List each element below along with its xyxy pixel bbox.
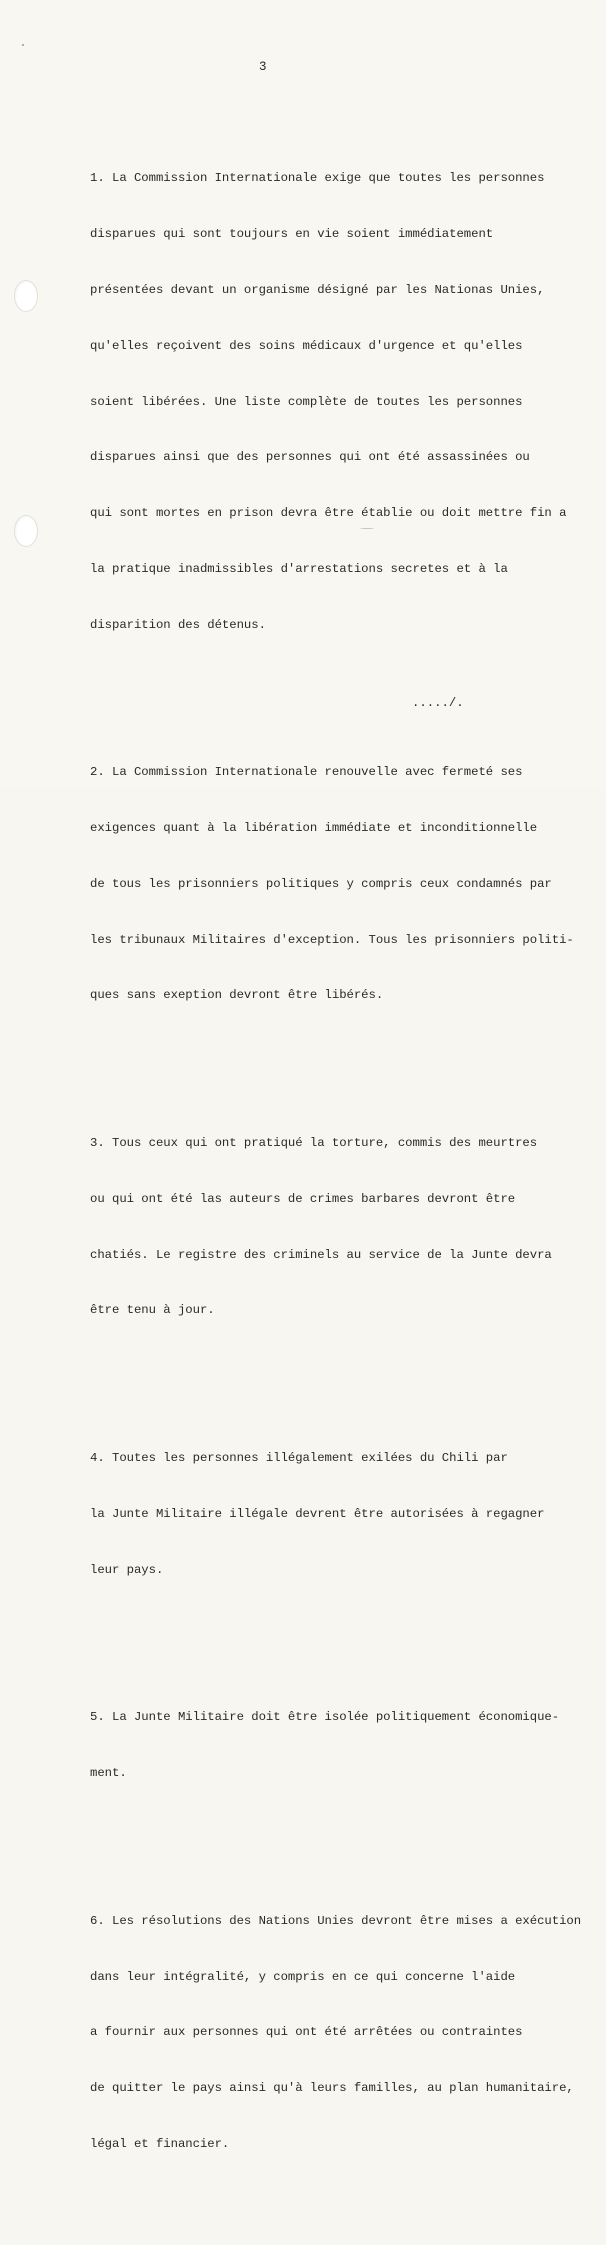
punch-hole <box>14 280 38 312</box>
text-line: qu'elles reçoivent des soins médicaux d'urgence et qu'elles <box>90 338 523 353</box>
text-line: ou qui ont été las auteurs de crimes barbares devront être <box>90 1191 516 1206</box>
text-line: ques sans exeption devront être libérés. <box>90 988 384 1003</box>
text-line: les tribunaux Militaires d'exception. Tous les prisonniers politi- <box>90 932 574 947</box>
text-line: chatiés. Le registre des criminels au service de la Junte devra <box>90 1247 552 1262</box>
text-line: disparues ainsi que des personnes qui ont été assassinées ou <box>90 450 530 465</box>
text-line: 2. La Commission Internationale renouvelle avec fermeté ses <box>90 765 523 780</box>
text-line: 3. Tous ceux qui ont pratiqué la torture, commis des meurtres <box>90 1136 538 1151</box>
text-line: disparues qui sont toujours en vie soient immédiatement <box>90 227 494 242</box>
paragraph-3 <box>90 1097 600 1357</box>
text-line: leur pays. <box>90 1562 164 1577</box>
text-line: être tenu à jour. <box>90 1303 215 1318</box>
paragraph-6 <box>90 1875 600 2191</box>
text-line: la Junte Militaire illégale devrent être autorisées à regagner <box>90 1506 545 1521</box>
text-line: de tous les prisonniers politiques y compris ceux condamnés par <box>90 876 552 891</box>
text-line: 4. Toutes les personnes illégalement exilées du Chili par <box>90 1451 508 1466</box>
text-line: a fournir aux personnes qui ont été arrêtées ou contraintes <box>90 2025 523 2040</box>
document-body <box>90 95 600 2245</box>
text-line: légal et financier. <box>90 2136 230 2151</box>
text-line: disparition des détenus. <box>90 617 266 632</box>
text-line: de quitter le pays ainsi qu'à leurs familles, au plan humanitaire, <box>90 2081 574 2096</box>
paragraph-5 <box>90 1671 600 1820</box>
text-line: qui sont mortes en prison devra être établie ou doit mettre fin a <box>90 506 567 521</box>
paragraph-2 <box>90 726 600 1042</box>
text-line: 1. La Commission Internationale exige que toutes les personnes <box>90 171 545 186</box>
text-line: la pratique inadmissibles d'arrestations secretes et à la <box>90 561 508 576</box>
paragraph-1 <box>90 132 600 671</box>
text-line: soient libérées. Une liste complète de toutes les personnes <box>90 394 523 409</box>
paper-speck <box>22 44 24 46</box>
text-line: dans leur intégralité, y compris en ce qui concerne l'aide <box>90 1969 516 1984</box>
text-line: présentées devant un organisme désigné par les Nationas Unies, <box>90 282 545 297</box>
paragraph-4 <box>90 1412 600 1617</box>
page-number: 3 <box>259 60 267 74</box>
punch-hole <box>14 515 38 547</box>
text-line: 5. La Junte Militaire doit être isolée politiquement économique- <box>90 1710 560 1725</box>
text-line: 6. Les résolutions des Nations Unies devront être mises a exécution <box>90 1913 582 1928</box>
text-line: ment. <box>90 1766 127 1781</box>
text-line: exigences quant à la libération immédiate et inconditionnelle <box>90 821 538 836</box>
continuation-mark: ...../. <box>412 696 464 710</box>
